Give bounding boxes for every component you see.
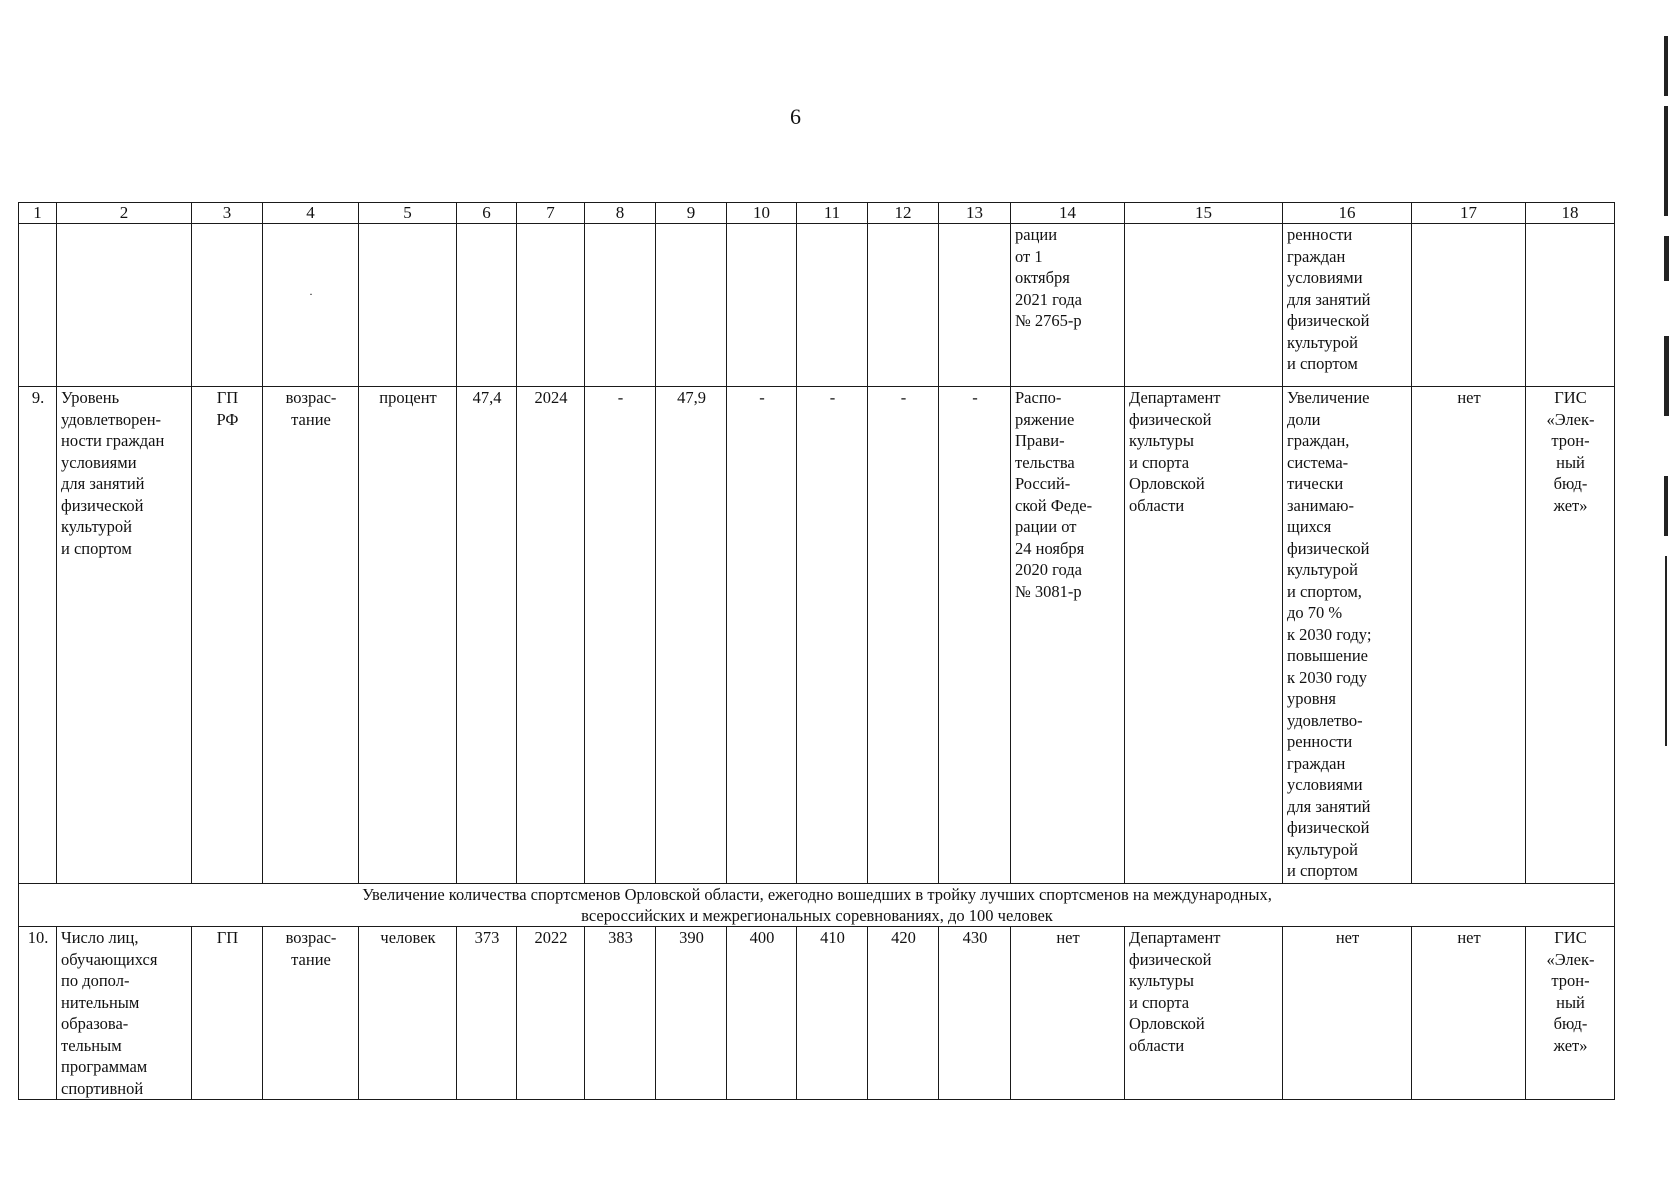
column-number: 8 — [585, 203, 656, 224]
column-number: 7 — [517, 203, 585, 224]
section-title: Увеличение количества спортсменов Орловской области, ежегодно вошедших в тройку лучших спортсменов на международных, всероссийских и межрегиональных соревнованиях, до 100 человек — [19, 884, 1615, 927]
link-cell: Увеличение доли граждан, система- тически занимаю- щихся физической культурой и спортом, до 70 % к 2030 году; повышение к 2030 году уровня удовлетво- ренности граждан условиями для занятий физической культурой и спортом — [1283, 387, 1412, 884]
indicator-level: ГП — [192, 927, 263, 1100]
scan-edge-marks — [1663, 36, 1669, 756]
table-cell — [1526, 224, 1615, 387]
table-cell — [727, 224, 797, 387]
column-number: 13 — [939, 203, 1011, 224]
value-cell: - — [585, 387, 656, 884]
value-cell: 400 — [727, 927, 797, 1100]
flag-cell: нет — [1412, 387, 1526, 884]
column-number: 14 — [1011, 203, 1125, 224]
indicator-unit: человек — [359, 927, 457, 1100]
link-cell-continued: ренности граждан условиями для занятий физической культурой и спортом — [1283, 224, 1412, 387]
table-cell — [457, 224, 517, 387]
responsible-cell: Департамент физической культуры и спорта Орловской области — [1125, 927, 1283, 1100]
page-number: 6 — [790, 104, 801, 129]
column-number-row — [19, 203, 1615, 224]
column-number: 5 — [359, 203, 457, 224]
column-number: 2 — [57, 203, 192, 224]
info-system-cell: ГИС «Элек- трон- ный бюд- жет» — [1526, 927, 1615, 1100]
responsible-cell: Департамент физической культуры и спорта Орловской области — [1125, 387, 1283, 884]
table-cell — [517, 224, 585, 387]
continuation-row — [19, 224, 1615, 387]
table-row — [19, 927, 1615, 1100]
value-cell: 383 — [585, 927, 656, 1100]
base-value: 373 — [457, 927, 517, 1100]
value-cell: - — [727, 387, 797, 884]
table-cell — [656, 224, 727, 387]
row-number: 10. — [19, 927, 57, 1100]
base-year: 2024 — [517, 387, 585, 884]
table-cell — [939, 224, 1011, 387]
column-number: 9 — [656, 203, 727, 224]
column-number: 1 — [19, 203, 57, 224]
indicator-name: Уровень удовлетворен- ности граждан условиями для занятий физической культурой и спортом — [57, 387, 192, 884]
indicator-trend: возрас- тание — [263, 387, 359, 884]
value-cell: - — [797, 387, 868, 884]
column-number: 12 — [868, 203, 939, 224]
table-cell — [19, 224, 57, 387]
table-cell — [263, 224, 359, 387]
table-cell — [359, 224, 457, 387]
table-cell — [868, 224, 939, 387]
table-cell — [585, 224, 656, 387]
document-cell-continued: рации от 1 октября 2021 года № 2765-р — [1011, 224, 1125, 387]
value-cell: 420 — [868, 927, 939, 1100]
indicator-trend: возрас- тание — [263, 927, 359, 1100]
indicator-level: ГП РФ — [192, 387, 263, 884]
value-cell: 430 — [939, 927, 1011, 1100]
value-cell: 410 — [797, 927, 868, 1100]
table-cell — [192, 224, 263, 387]
indicator-unit: процент — [359, 387, 457, 884]
table-cell — [57, 224, 192, 387]
indicator-name: Число лиц, обучающихся по допол- нительным образова- тельным программам спортивной — [57, 927, 192, 1100]
value-cell: 47,9 — [656, 387, 727, 884]
column-number: 3 — [192, 203, 263, 224]
table-cell — [1412, 224, 1526, 387]
table-row — [19, 387, 1615, 884]
flag-cell: нет — [1412, 927, 1526, 1100]
column-number: 18 — [1526, 203, 1615, 224]
column-number: 4 — [263, 203, 359, 224]
document-cell: нет — [1011, 927, 1125, 1100]
scan-speck: · — [309, 287, 313, 301]
table-cell — [797, 224, 868, 387]
base-year: 2022 — [517, 927, 585, 1100]
column-number: 11 — [797, 203, 868, 224]
column-number: 16 — [1283, 203, 1412, 224]
row-number: 9. — [19, 387, 57, 884]
table-cell — [1125, 224, 1283, 387]
info-system-cell: ГИС «Элек- трон- ный бюд- жет» — [1526, 387, 1615, 884]
value-cell: - — [868, 387, 939, 884]
document-cell: Распо- ряжение Прави- тельства Россий- ской Феде- рации от 24 ноября 2020 года № 3081-р — [1011, 387, 1125, 884]
base-value: 47,4 — [457, 387, 517, 884]
indicator-table — [18, 202, 1615, 1100]
link-cell: нет — [1283, 927, 1412, 1100]
column-number: 6 — [457, 203, 517, 224]
column-number: 15 — [1125, 203, 1283, 224]
section-heading-row — [19, 884, 1615, 927]
value-cell: - — [939, 387, 1011, 884]
column-number: 10 — [727, 203, 797, 224]
column-number: 17 — [1412, 203, 1526, 224]
value-cell: 390 — [656, 927, 727, 1100]
